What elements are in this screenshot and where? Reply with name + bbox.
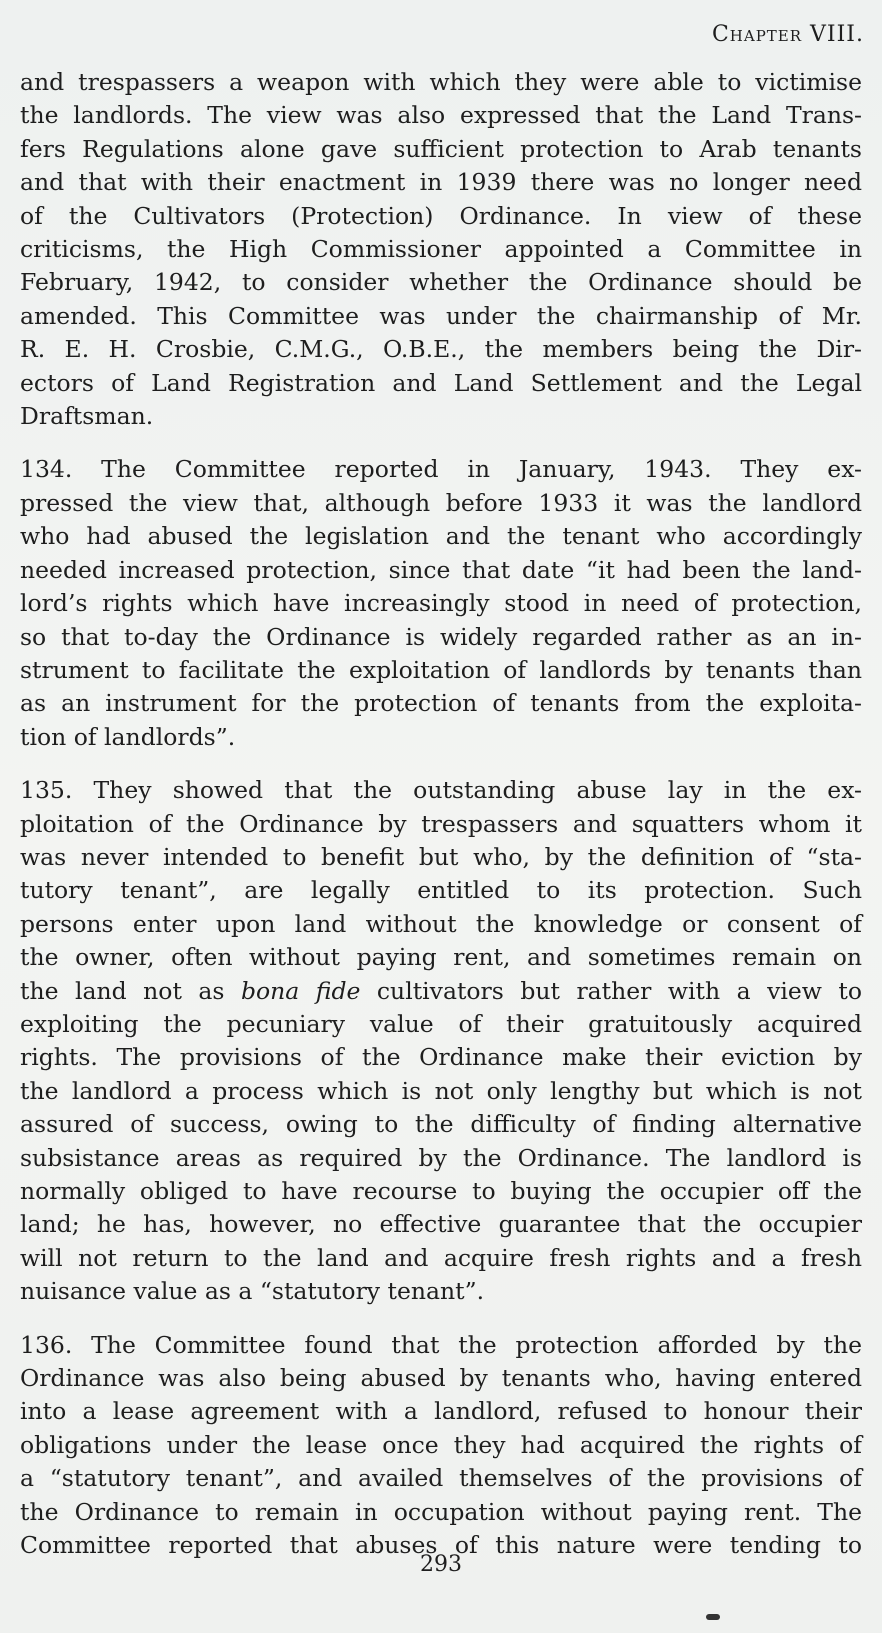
text-line: land; he has, however, no effective guarantee that the occupier — [20, 1210, 862, 1239]
text-line: exploiting the pecuniary value of their gratuitously acquired — [20, 1009, 862, 1038]
text-line: tutory tenant”, are legally entitled to its protection. Such — [20, 876, 862, 905]
text-line: lord’s rights which have increasingly stood in need of protection, — [20, 589, 862, 618]
ink-mark — [706, 1614, 720, 1620]
text-line: ectors of Land Registration and Land Settlement and the Legal — [20, 368, 862, 397]
text-line: criticisms, the High Commissioner appointed a Committee in — [20, 235, 862, 264]
paragraph-135 — [20, 774, 862, 1309]
paragraph-134 — [20, 453, 862, 754]
text-line: amended. This Committee was under the chairmanship of Mr. — [20, 301, 862, 330]
paragraph-136 — [20, 1329, 862, 1563]
text-line: ploitation of the Ordinance by trespassers and squatters whom it — [20, 809, 862, 838]
chapter-heading: Chapter VIII. — [711, 22, 864, 47]
text-line: tion of landlords”. — [20, 722, 236, 751]
text-line: subsistance areas as required by the Ordinance. The landlord is — [20, 1143, 862, 1172]
text-line: needed increased protection, since that date “it had been the land- — [20, 555, 862, 584]
text-line: was never intended to benefit but who, by the definition of “sta- — [20, 842, 862, 871]
text-line: nuisance value as a “statutory tenant”. — [20, 1277, 485, 1306]
text-line: so that to-day the Ordinance is widely regarded rather as an in- — [20, 622, 862, 651]
text-line: and that with their enactment in 1939 there was no longer need — [20, 168, 862, 197]
text-line: rights. The provisions of the Ordinance make their eviction by — [20, 1043, 862, 1072]
text-line: into a lease agreement with a landlord, refused to honour their — [20, 1397, 862, 1426]
text-line: 134. The Committee reported in January, 1943. They ex- — [20, 455, 862, 484]
text-line: who had abused the legislation and the tenant who accordingly — [20, 522, 862, 551]
text-line: will not return to the land and acquire fresh rights and a fresh — [20, 1243, 862, 1272]
text-line: Draftsman. — [20, 402, 154, 431]
text-line: a “statutory tenant”, and availed themselves of the provisions of — [20, 1464, 862, 1493]
text-line: pressed the view that, although before 1933 it was the landlord — [20, 488, 862, 517]
text-line-italic-phrase: the land not as bona fide cultivators but rather with a view to — [20, 976, 862, 1005]
body-text — [20, 66, 862, 1562]
text-line: strument to facilitate the exploitation of landlords by tenants than — [20, 655, 862, 684]
text-line: persons enter upon land without the knowledge or consent of — [20, 909, 862, 938]
text-line: the owner, often without paying rent, and sometimes remain on — [20, 943, 862, 972]
text-line: February, 1942, to consider whether the Ordinance should be — [20, 268, 862, 297]
text-line: as an instrument for the protection of tenants from the exploita- — [20, 689, 862, 718]
text-line: the landlord a process which is not only lengthy but which is not — [20, 1076, 862, 1105]
page-number: 293 — [420, 1552, 462, 1577]
text-line: 135. They showed that the outstanding abuse lay in the ex- — [20, 776, 862, 805]
text-line: fers Regulations alone gave sufficient protection to Arab tenants — [20, 134, 862, 163]
text-line: the Ordinance to remain in occupation without paying rent. The — [20, 1497, 862, 1526]
text-line: the landlords. The view was also expressed that the Land Trans- — [20, 101, 862, 130]
text-line: and trespassers a weapon with which they were able to victimise — [20, 68, 862, 96]
text-line: R. E. H. Crosbie, C.M.G., O.B.E., the members being the Dir- — [20, 335, 862, 364]
text-line: normally obliged to have recourse to buying the occupier off the — [20, 1177, 862, 1205]
text-line: Committee reported that abuses of this nature were tending to — [20, 1531, 862, 1560]
text-line: obligations under the lease once they had acquired the rights of — [20, 1430, 862, 1459]
text-line: of the Cultivators (Protection) Ordinance. In view of these — [20, 201, 862, 230]
text-line: Ordinance was also being abused by tenants who, having entered — [20, 1364, 862, 1393]
paragraph-133-continuation — [20, 66, 862, 433]
text-line: assured of success, owing to the difficulty of finding alternative — [20, 1110, 862, 1139]
text-line: 136. The Committee found that the protection afforded by the — [20, 1330, 862, 1359]
